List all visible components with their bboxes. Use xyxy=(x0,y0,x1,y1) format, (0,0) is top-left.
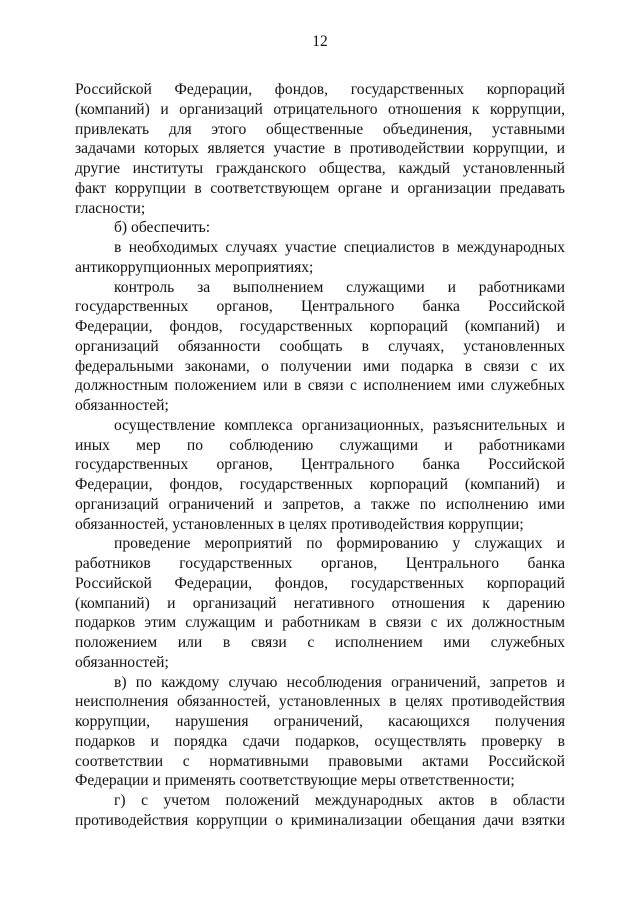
text-line: проведение мероприятий по формированию у служащих и xyxy=(114,535,565,553)
text-line: контроль за выполнением служащими и работниками xyxy=(114,278,565,296)
text-line: задачами которых является участие в противодействии коррупции, и xyxy=(75,140,565,158)
text-line: неисполнения обязанностей, установленных в целях противодействия xyxy=(75,693,565,711)
text-line: факт коррупции в соответствующем органе и организации предавать xyxy=(75,179,565,197)
text-line: б) обеспечить: xyxy=(114,219,211,237)
text-line: (компаний) и организаций отрицательного отношения к коррупции, xyxy=(75,100,565,118)
text-line: обязанностей; xyxy=(75,397,169,414)
text-line: в) по каждому случаю несоблюдения ограничений, запретов и xyxy=(114,673,565,691)
page-number: 12 xyxy=(312,33,328,50)
text-line: иных мер по соблюдению служащими и работниками xyxy=(75,436,565,454)
text-line: государственных органов, Центрального банка Российской xyxy=(75,456,565,474)
text-line: г) с учетом положений международных актов в области xyxy=(114,792,565,809)
text-line: Федерации, фондов, государственных корпораций (компаний) и xyxy=(75,318,565,335)
text-line: положением или в связи с исполнением ими служебных xyxy=(75,634,565,651)
text-line: Федерации, фондов, государственных корпораций (компаний) и xyxy=(75,476,565,493)
text-line: осуществление комплекса организационных, разъяснительных и xyxy=(114,416,565,434)
text-line: подарков и порядка сдачи подарков, осуществлять проверку в xyxy=(75,732,565,750)
text-line: соответствии с нормативными правовыми актами Российской xyxy=(75,752,565,770)
text-line: государственных органов, Центрального банка Российской xyxy=(75,298,565,316)
text-line: Российской Федерации, фондов, государственных корпораций xyxy=(75,81,565,98)
text-line: коррупции, нарушения ограничений, касающихся получения xyxy=(75,713,565,730)
text-line: подарков этим служащим и работникам в связи с их должностным xyxy=(75,614,565,632)
text-line: федеральными законами, о получении ими подарка в связи с их xyxy=(75,357,565,375)
text-line: (компаний) и организаций негативного отношения к дарению xyxy=(75,594,565,612)
text-line: обязанностей, установленных в целях противодействия коррупции; xyxy=(75,515,524,533)
text-line: должностным положением или в связи с исполнением ими служебных xyxy=(75,377,565,395)
text-line: работников государственных органов, Центрального банка xyxy=(75,555,565,572)
text-line: обязанностей; xyxy=(75,653,169,671)
text-line: организаций ограничений и запретов, а также по исполнению ими xyxy=(75,495,565,513)
text-line: противодействия коррупции о криминализации обещания дачи взятки xyxy=(75,811,565,829)
text-line: антикоррупционных мероприятиях; xyxy=(75,258,314,276)
text-line: в необходимых случаях участие специалистов в международных xyxy=(114,239,565,256)
body-text xyxy=(75,80,565,831)
text-line: привлекать для этого общественные объединения, уставными xyxy=(75,120,565,138)
text-line: Федерации и применять соответствующие меры ответственности; xyxy=(75,772,515,790)
text-line: гласности; xyxy=(75,199,146,217)
text-line: организаций обязанности сообщать в случаях, установленных xyxy=(75,337,565,355)
text-line: Российской Федерации, фондов, государственных корпораций xyxy=(75,574,565,592)
text-line: другие институты гражданского общества, каждый установленный xyxy=(75,160,565,177)
